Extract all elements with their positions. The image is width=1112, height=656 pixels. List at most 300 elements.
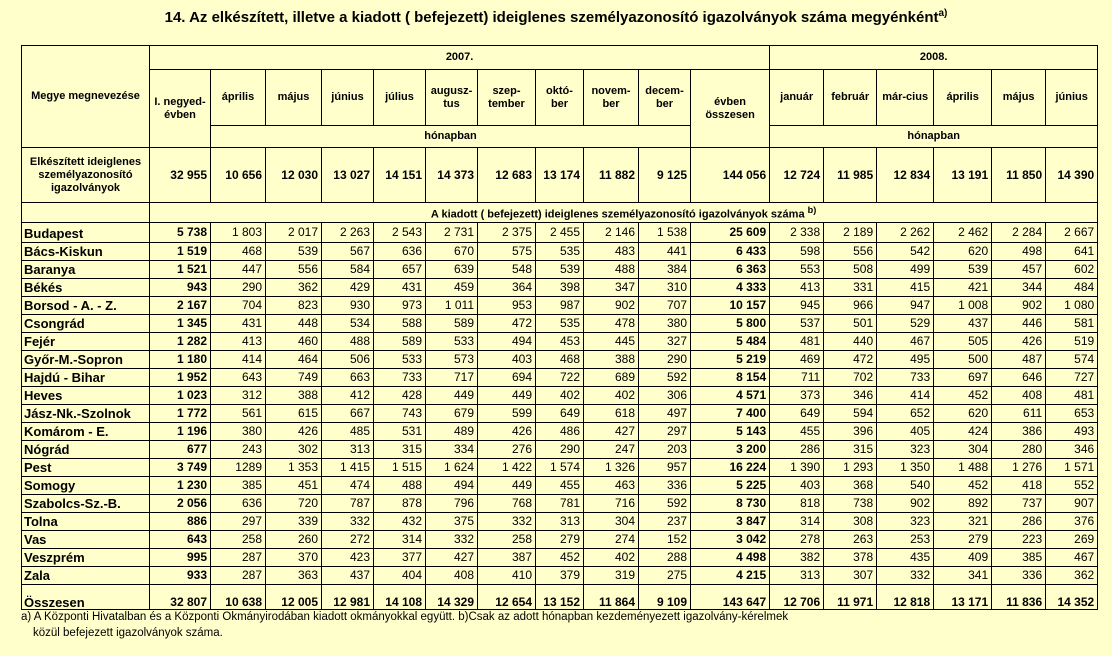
table-cell: 2 375 bbox=[478, 223, 536, 243]
table-cell: 276 bbox=[478, 441, 536, 459]
table-cell: 542 bbox=[877, 243, 934, 261]
elkeszitett-value: 11 850 bbox=[992, 148, 1046, 203]
table-cell: 469 bbox=[770, 351, 824, 369]
table-cell: 902 bbox=[584, 297, 639, 315]
table-cell: 1 772 bbox=[150, 405, 211, 423]
elkeszitett-value: 9 125 bbox=[639, 148, 691, 203]
table-cell: 5 219 bbox=[691, 351, 770, 369]
table-cell: 574 bbox=[1046, 351, 1098, 369]
table-cell: 323 bbox=[877, 513, 934, 531]
table-cell: 380 bbox=[639, 315, 691, 333]
table-cell: 368 bbox=[824, 477, 877, 495]
month-2007-header: novem-ber bbox=[584, 70, 639, 126]
table-cell: 483 bbox=[584, 243, 639, 261]
table-cell: 414 bbox=[877, 387, 934, 405]
table-cell: 313 bbox=[770, 567, 824, 585]
table-cell: 1 180 bbox=[150, 351, 211, 369]
table-cell: 332 bbox=[877, 567, 934, 585]
table-cell: 1 326 bbox=[584, 459, 639, 477]
total-cell: 10 638 bbox=[211, 585, 266, 610]
elkeszitett-value: 13 174 bbox=[536, 148, 584, 203]
table-cell: 447 bbox=[211, 261, 266, 279]
table-cell: 646 bbox=[992, 369, 1046, 387]
table-cell: 930 bbox=[322, 297, 374, 315]
month-2008-header: már-cius bbox=[877, 70, 934, 126]
table-cell: 327 bbox=[639, 333, 691, 351]
table-cell: 387 bbox=[478, 549, 536, 567]
table-cell: 501 bbox=[824, 315, 877, 333]
table-cell: 304 bbox=[584, 513, 639, 531]
table-cell: 486 bbox=[536, 423, 584, 441]
table-cell: 2 284 bbox=[992, 223, 1046, 243]
table-cell: 437 bbox=[934, 315, 992, 333]
table-cell: 413 bbox=[770, 279, 824, 297]
table-cell: 385 bbox=[992, 549, 1046, 567]
table-cell: 1 952 bbox=[150, 369, 211, 387]
table-cell: 427 bbox=[584, 423, 639, 441]
kiadott-header-row bbox=[22, 203, 1098, 223]
total-row bbox=[22, 585, 1098, 610]
table-cell: 373 bbox=[770, 387, 824, 405]
table-row bbox=[22, 351, 1098, 369]
table-cell: 258 bbox=[211, 531, 266, 549]
county-name: Békés bbox=[22, 279, 150, 297]
table-cell: 653 bbox=[1046, 405, 1098, 423]
table-cell: 615 bbox=[266, 405, 322, 423]
table-cell: 1 571 bbox=[1046, 459, 1098, 477]
table-cell: 287 bbox=[211, 549, 266, 567]
county-name: Vas bbox=[22, 531, 150, 549]
table-cell: 945 bbox=[770, 297, 824, 315]
footnote-line-1: a) A Központi Hivatalban és a Központi Okmányirodában kiadott okmányokkal együtt. b)Csak az adott hónapban kezdeményezett igazolvány-kérelmek bbox=[21, 611, 789, 623]
table-cell: 339 bbox=[266, 513, 322, 531]
table-cell: 1 624 bbox=[426, 459, 478, 477]
table-cell: 457 bbox=[992, 261, 1046, 279]
kiadott-header-blank bbox=[22, 203, 150, 223]
county-name: Somogy bbox=[22, 477, 150, 495]
table-cell: 1 276 bbox=[992, 459, 1046, 477]
table-cell: 987 bbox=[536, 297, 584, 315]
table-cell: 493 bbox=[1046, 423, 1098, 441]
table-cell: 878 bbox=[374, 495, 426, 513]
county-column-header: Megye megnevezése bbox=[22, 46, 150, 148]
table-cell: 363 bbox=[266, 567, 322, 585]
month-2007-header: április bbox=[211, 70, 266, 126]
table-cell: 1 196 bbox=[150, 423, 211, 441]
table-cell: 689 bbox=[584, 369, 639, 387]
table-cell: 498 bbox=[992, 243, 1046, 261]
table-cell: 5 225 bbox=[691, 477, 770, 495]
total-cell: 9 109 bbox=[639, 585, 691, 610]
table-cell: 16 224 bbox=[691, 459, 770, 477]
table-cell: 1 230 bbox=[150, 477, 211, 495]
table-cell: 445 bbox=[584, 333, 639, 351]
table-cell: 346 bbox=[824, 387, 877, 405]
table-cell: 781 bbox=[536, 495, 584, 513]
table-cell: 1 515 bbox=[374, 459, 426, 477]
table-cell: 362 bbox=[1046, 567, 1098, 585]
table-cell: 481 bbox=[770, 333, 824, 351]
table-cell: 552 bbox=[1046, 477, 1098, 495]
table-cell: 537 bbox=[770, 315, 824, 333]
table-cell: 663 bbox=[322, 369, 374, 387]
month-2008-header: május bbox=[992, 70, 1046, 126]
table-cell: 223 bbox=[992, 531, 1046, 549]
table-cell: 448 bbox=[266, 315, 322, 333]
table-row bbox=[22, 495, 1098, 513]
county-name: Szabolcs-Sz.-B. bbox=[22, 495, 150, 513]
table-cell: 4 571 bbox=[691, 387, 770, 405]
table-cell: 409 bbox=[934, 549, 992, 567]
table-cell: 995 bbox=[150, 549, 211, 567]
table-cell: 702 bbox=[824, 369, 877, 387]
honapban-2008-label: hónapban bbox=[770, 126, 1098, 148]
table-cell: 529 bbox=[877, 315, 934, 333]
total-label: Összesen bbox=[22, 585, 150, 610]
table-cell: 272 bbox=[322, 531, 374, 549]
table-cell: 398 bbox=[536, 279, 584, 297]
county-name: Győr-M.-Sopron bbox=[22, 351, 150, 369]
table-cell: 449 bbox=[426, 387, 478, 405]
kiadott-footnote-mark: b) bbox=[807, 204, 817, 215]
table-cell: 599 bbox=[478, 405, 536, 423]
table-cell: 8 730 bbox=[691, 495, 770, 513]
table-cell: 534 bbox=[322, 315, 374, 333]
table-header bbox=[22, 46, 1098, 223]
table-cell: 336 bbox=[992, 567, 1046, 585]
table-cell: 973 bbox=[374, 297, 426, 315]
table-cell: 467 bbox=[877, 333, 934, 351]
table-cell: 1 519 bbox=[150, 243, 211, 261]
table-row bbox=[22, 423, 1098, 441]
total-cell: 143 647 bbox=[691, 585, 770, 610]
table-cell: 423 bbox=[322, 549, 374, 567]
month-2007-header: június bbox=[322, 70, 374, 126]
table-cell: 376 bbox=[1046, 513, 1098, 531]
elkeszitett-value: 10 656 bbox=[211, 148, 266, 203]
table-cell: 717 bbox=[426, 369, 478, 387]
table-cell: 314 bbox=[374, 531, 426, 549]
county-name: Zala bbox=[22, 567, 150, 585]
table-cell: 10 157 bbox=[691, 297, 770, 315]
table-row bbox=[22, 549, 1098, 567]
table-cell: 508 bbox=[824, 261, 877, 279]
table-cell: 539 bbox=[266, 243, 322, 261]
table-cell: 639 bbox=[426, 261, 478, 279]
table-cell: 307 bbox=[824, 567, 877, 585]
elkeszitett-value: 12 683 bbox=[478, 148, 536, 203]
month-2007-header: októ-ber bbox=[536, 70, 584, 126]
table-cell: 412 bbox=[322, 387, 374, 405]
table-cell: 743 bbox=[374, 405, 426, 423]
table-row bbox=[22, 567, 1098, 585]
table-cell: 2 017 bbox=[266, 223, 322, 243]
table-cell: 1 574 bbox=[536, 459, 584, 477]
table-cell: 405 bbox=[877, 423, 934, 441]
elkeszitett-value: 12 030 bbox=[266, 148, 322, 203]
table-row bbox=[22, 279, 1098, 297]
table-cell: 341 bbox=[934, 567, 992, 585]
table-cell: 620 bbox=[934, 405, 992, 423]
table-cell: 478 bbox=[584, 315, 639, 333]
table-cell: 331 bbox=[824, 279, 877, 297]
footnote-line-2: közül befejezett igazolványok száma. bbox=[33, 627, 223, 639]
table-cell: 297 bbox=[639, 423, 691, 441]
table-cell: 404 bbox=[374, 567, 426, 585]
table-cell: 2 189 bbox=[824, 223, 877, 243]
footnotes bbox=[21, 609, 1092, 641]
elkeszitett-row bbox=[22, 148, 1098, 203]
table-cell: 4 498 bbox=[691, 549, 770, 567]
table-cell: 152 bbox=[639, 531, 691, 549]
elkeszitett-value: 12 724 bbox=[770, 148, 824, 203]
table-cell: 403 bbox=[478, 351, 536, 369]
table-cell: 312 bbox=[211, 387, 266, 405]
table-cell: 1 488 bbox=[934, 459, 992, 477]
table-cell: 3 200 bbox=[691, 441, 770, 459]
table-cell: 379 bbox=[536, 567, 584, 585]
total-cell: 11 971 bbox=[824, 585, 877, 610]
table-cell: 749 bbox=[266, 369, 322, 387]
table-row bbox=[22, 333, 1098, 351]
table-cell: 472 bbox=[824, 351, 877, 369]
table-cell: 441 bbox=[639, 243, 691, 261]
county-name: Pest bbox=[22, 459, 150, 477]
table-cell: 1 345 bbox=[150, 315, 211, 333]
table-cell: 2 167 bbox=[150, 297, 211, 315]
table-title bbox=[0, 8, 1112, 26]
table-cell: 652 bbox=[877, 405, 934, 423]
table-cell: 495 bbox=[877, 351, 934, 369]
month-2007-header: augusz-tus bbox=[426, 70, 478, 126]
table-cell: 707 bbox=[639, 297, 691, 315]
elkeszitett-label: Elkészített ideiglenes személyazonosító igazolványok bbox=[22, 148, 150, 203]
table-cell: 463 bbox=[584, 477, 639, 495]
table-cell: 594 bbox=[824, 405, 877, 423]
table-cell: 258 bbox=[478, 531, 536, 549]
table-cell: 278 bbox=[770, 531, 824, 549]
table-cell: 414 bbox=[211, 351, 266, 369]
table-cell: 4 333 bbox=[691, 279, 770, 297]
year-2008-header: 2008. bbox=[770, 46, 1098, 70]
table-cell: 313 bbox=[536, 513, 584, 531]
table-cell: 385 bbox=[211, 477, 266, 495]
table-cell: 451 bbox=[266, 477, 322, 495]
table-cell: 3 749 bbox=[150, 459, 211, 477]
table-cell: 1 538 bbox=[639, 223, 691, 243]
table-cell: 321 bbox=[934, 513, 992, 531]
table-cell: 519 bbox=[1046, 333, 1098, 351]
table-cell: 643 bbox=[150, 531, 211, 549]
table-cell: 720 bbox=[266, 495, 322, 513]
table-cell: 453 bbox=[536, 333, 584, 351]
table-cell: 711 bbox=[770, 369, 824, 387]
table-cell: 2 146 bbox=[584, 223, 639, 243]
table-cell: 435 bbox=[877, 549, 934, 567]
table-cell: 1 521 bbox=[150, 261, 211, 279]
table-cell: 424 bbox=[934, 423, 992, 441]
table-cell: 403 bbox=[770, 477, 824, 495]
table-cell: 431 bbox=[374, 279, 426, 297]
table-cell: 418 bbox=[992, 477, 1046, 495]
table-cell: 319 bbox=[584, 567, 639, 585]
table-cell: 1 293 bbox=[824, 459, 877, 477]
table-cell: 818 bbox=[770, 495, 824, 513]
month-2007-header: decem-ber bbox=[639, 70, 691, 126]
evben-osszesen-header: évben összesen bbox=[691, 70, 770, 148]
table-cell: 535 bbox=[536, 243, 584, 261]
table-cell: 380 bbox=[211, 423, 266, 441]
table-cell: 768 bbox=[478, 495, 536, 513]
county-name: Nógrád bbox=[22, 441, 150, 459]
month-2007-header: szep-tember bbox=[478, 70, 536, 126]
table-row bbox=[22, 531, 1098, 549]
table-cell: 431 bbox=[211, 315, 266, 333]
table-cell: 290 bbox=[211, 279, 266, 297]
table-cell: 6 433 bbox=[691, 243, 770, 261]
table-cell: 539 bbox=[536, 261, 584, 279]
table-cell: 573 bbox=[426, 351, 478, 369]
table-cell: 1 011 bbox=[426, 297, 478, 315]
total-cell: 11 836 bbox=[992, 585, 1046, 610]
table-cell: 584 bbox=[322, 261, 374, 279]
table-cell: 452 bbox=[536, 549, 584, 567]
total-cell: 14 352 bbox=[1046, 585, 1098, 610]
table-cell: 611 bbox=[992, 405, 1046, 423]
table-cell: 336 bbox=[639, 477, 691, 495]
table-cell: 733 bbox=[877, 369, 934, 387]
table-cell: 2 056 bbox=[150, 495, 211, 513]
table-cell: 440 bbox=[824, 333, 877, 351]
elkeszitett-value: 14 390 bbox=[1046, 148, 1098, 203]
table-cell: 247 bbox=[584, 441, 639, 459]
table-cell: 561 bbox=[211, 405, 266, 423]
table-cell: 649 bbox=[770, 405, 824, 423]
table-cell: 455 bbox=[536, 477, 584, 495]
month-header-row bbox=[22, 70, 1098, 126]
month-2008-header: június bbox=[1046, 70, 1098, 126]
table-cell: 288 bbox=[639, 549, 691, 567]
table-row bbox=[22, 315, 1098, 333]
table-cell: 4 215 bbox=[691, 567, 770, 585]
table-cell: 957 bbox=[639, 459, 691, 477]
table-cell: 263 bbox=[824, 531, 877, 549]
honapban-2007-label: hónapban bbox=[211, 126, 691, 148]
total-cell: 12 818 bbox=[877, 585, 934, 610]
table-cell: 386 bbox=[992, 423, 1046, 441]
table-body bbox=[22, 223, 1098, 610]
table-cell: 1289 bbox=[211, 459, 266, 477]
table-cell: 253 bbox=[877, 531, 934, 549]
table-cell: 280 bbox=[992, 441, 1046, 459]
table-cell: 548 bbox=[478, 261, 536, 279]
table-cell: 620 bbox=[934, 243, 992, 261]
table-cell: 408 bbox=[426, 567, 478, 585]
table-cell: 269 bbox=[1046, 531, 1098, 549]
table-cell: 286 bbox=[992, 513, 1046, 531]
table-cell: 315 bbox=[374, 441, 426, 459]
table-cell: 8 154 bbox=[691, 369, 770, 387]
table-cell: 3 042 bbox=[691, 531, 770, 549]
month-2008-header: április bbox=[934, 70, 992, 126]
county-name: Tolna bbox=[22, 513, 150, 531]
month-2008-header: február bbox=[824, 70, 877, 126]
table-cell: 1 415 bbox=[322, 459, 374, 477]
table-cell: 2 262 bbox=[877, 223, 934, 243]
table-cell: 308 bbox=[824, 513, 877, 531]
table-cell: 677 bbox=[150, 441, 211, 459]
table-cell: 5 143 bbox=[691, 423, 770, 441]
county-name: Komárom - E. bbox=[22, 423, 150, 441]
table-cell: 1 023 bbox=[150, 387, 211, 405]
table-cell: 402 bbox=[584, 387, 639, 405]
month-2007-header: május bbox=[266, 70, 322, 126]
table-cell: 446 bbox=[992, 315, 1046, 333]
table-cell: 472 bbox=[478, 315, 536, 333]
table-cell: 556 bbox=[266, 261, 322, 279]
table-cell: 657 bbox=[374, 261, 426, 279]
table-cell: 297 bbox=[211, 513, 266, 531]
kiadott-header bbox=[150, 203, 1098, 223]
table-cell: 947 bbox=[877, 297, 934, 315]
table-cell: 641 bbox=[1046, 243, 1098, 261]
table-cell: 966 bbox=[824, 297, 877, 315]
table-cell: 487 bbox=[992, 351, 1046, 369]
table-cell: 415 bbox=[877, 279, 934, 297]
table-cell: 2 667 bbox=[1046, 223, 1098, 243]
table-cell: 892 bbox=[934, 495, 992, 513]
table-cell: 323 bbox=[877, 441, 934, 459]
table-cell: 388 bbox=[584, 351, 639, 369]
table-cell: 494 bbox=[426, 477, 478, 495]
table-cell: 315 bbox=[824, 441, 877, 459]
table-cell: 275 bbox=[639, 567, 691, 585]
table-cell: 287 bbox=[211, 567, 266, 585]
table-cell: 384 bbox=[639, 261, 691, 279]
table-cell: 346 bbox=[1046, 441, 1098, 459]
table-cell: 332 bbox=[322, 513, 374, 531]
total-cell: 14 329 bbox=[426, 585, 478, 610]
table-cell: 556 bbox=[824, 243, 877, 261]
table-cell: 344 bbox=[992, 279, 1046, 297]
county-name: Borsod - A. - Z. bbox=[22, 297, 150, 315]
table-cell: 370 bbox=[266, 549, 322, 567]
table-cell: 421 bbox=[934, 279, 992, 297]
table-cell: 467 bbox=[1046, 549, 1098, 567]
table-cell: 460 bbox=[266, 333, 322, 351]
month-2008-header: január bbox=[770, 70, 824, 126]
table-cell: 505 bbox=[934, 333, 992, 351]
table-cell: 468 bbox=[536, 351, 584, 369]
table-cell: 382 bbox=[770, 549, 824, 567]
table-row bbox=[22, 369, 1098, 387]
table-cell: 396 bbox=[824, 423, 877, 441]
table-cell: 410 bbox=[478, 567, 536, 585]
table-cell: 1 080 bbox=[1046, 297, 1098, 315]
table-cell: 314 bbox=[770, 513, 824, 531]
table-cell: 488 bbox=[322, 333, 374, 351]
total-cell: 32 807 bbox=[150, 585, 211, 610]
total-cell: 13 171 bbox=[934, 585, 992, 610]
table-cell: 485 bbox=[322, 423, 374, 441]
table-cell: 5 738 bbox=[150, 223, 211, 243]
county-name: Baranya bbox=[22, 261, 150, 279]
elkeszitett-value: 14 373 bbox=[426, 148, 478, 203]
table-cell: 464 bbox=[266, 351, 322, 369]
table-cell: 643 bbox=[211, 369, 266, 387]
table-cell: 2 731 bbox=[426, 223, 478, 243]
table-cell: 489 bbox=[426, 423, 478, 441]
